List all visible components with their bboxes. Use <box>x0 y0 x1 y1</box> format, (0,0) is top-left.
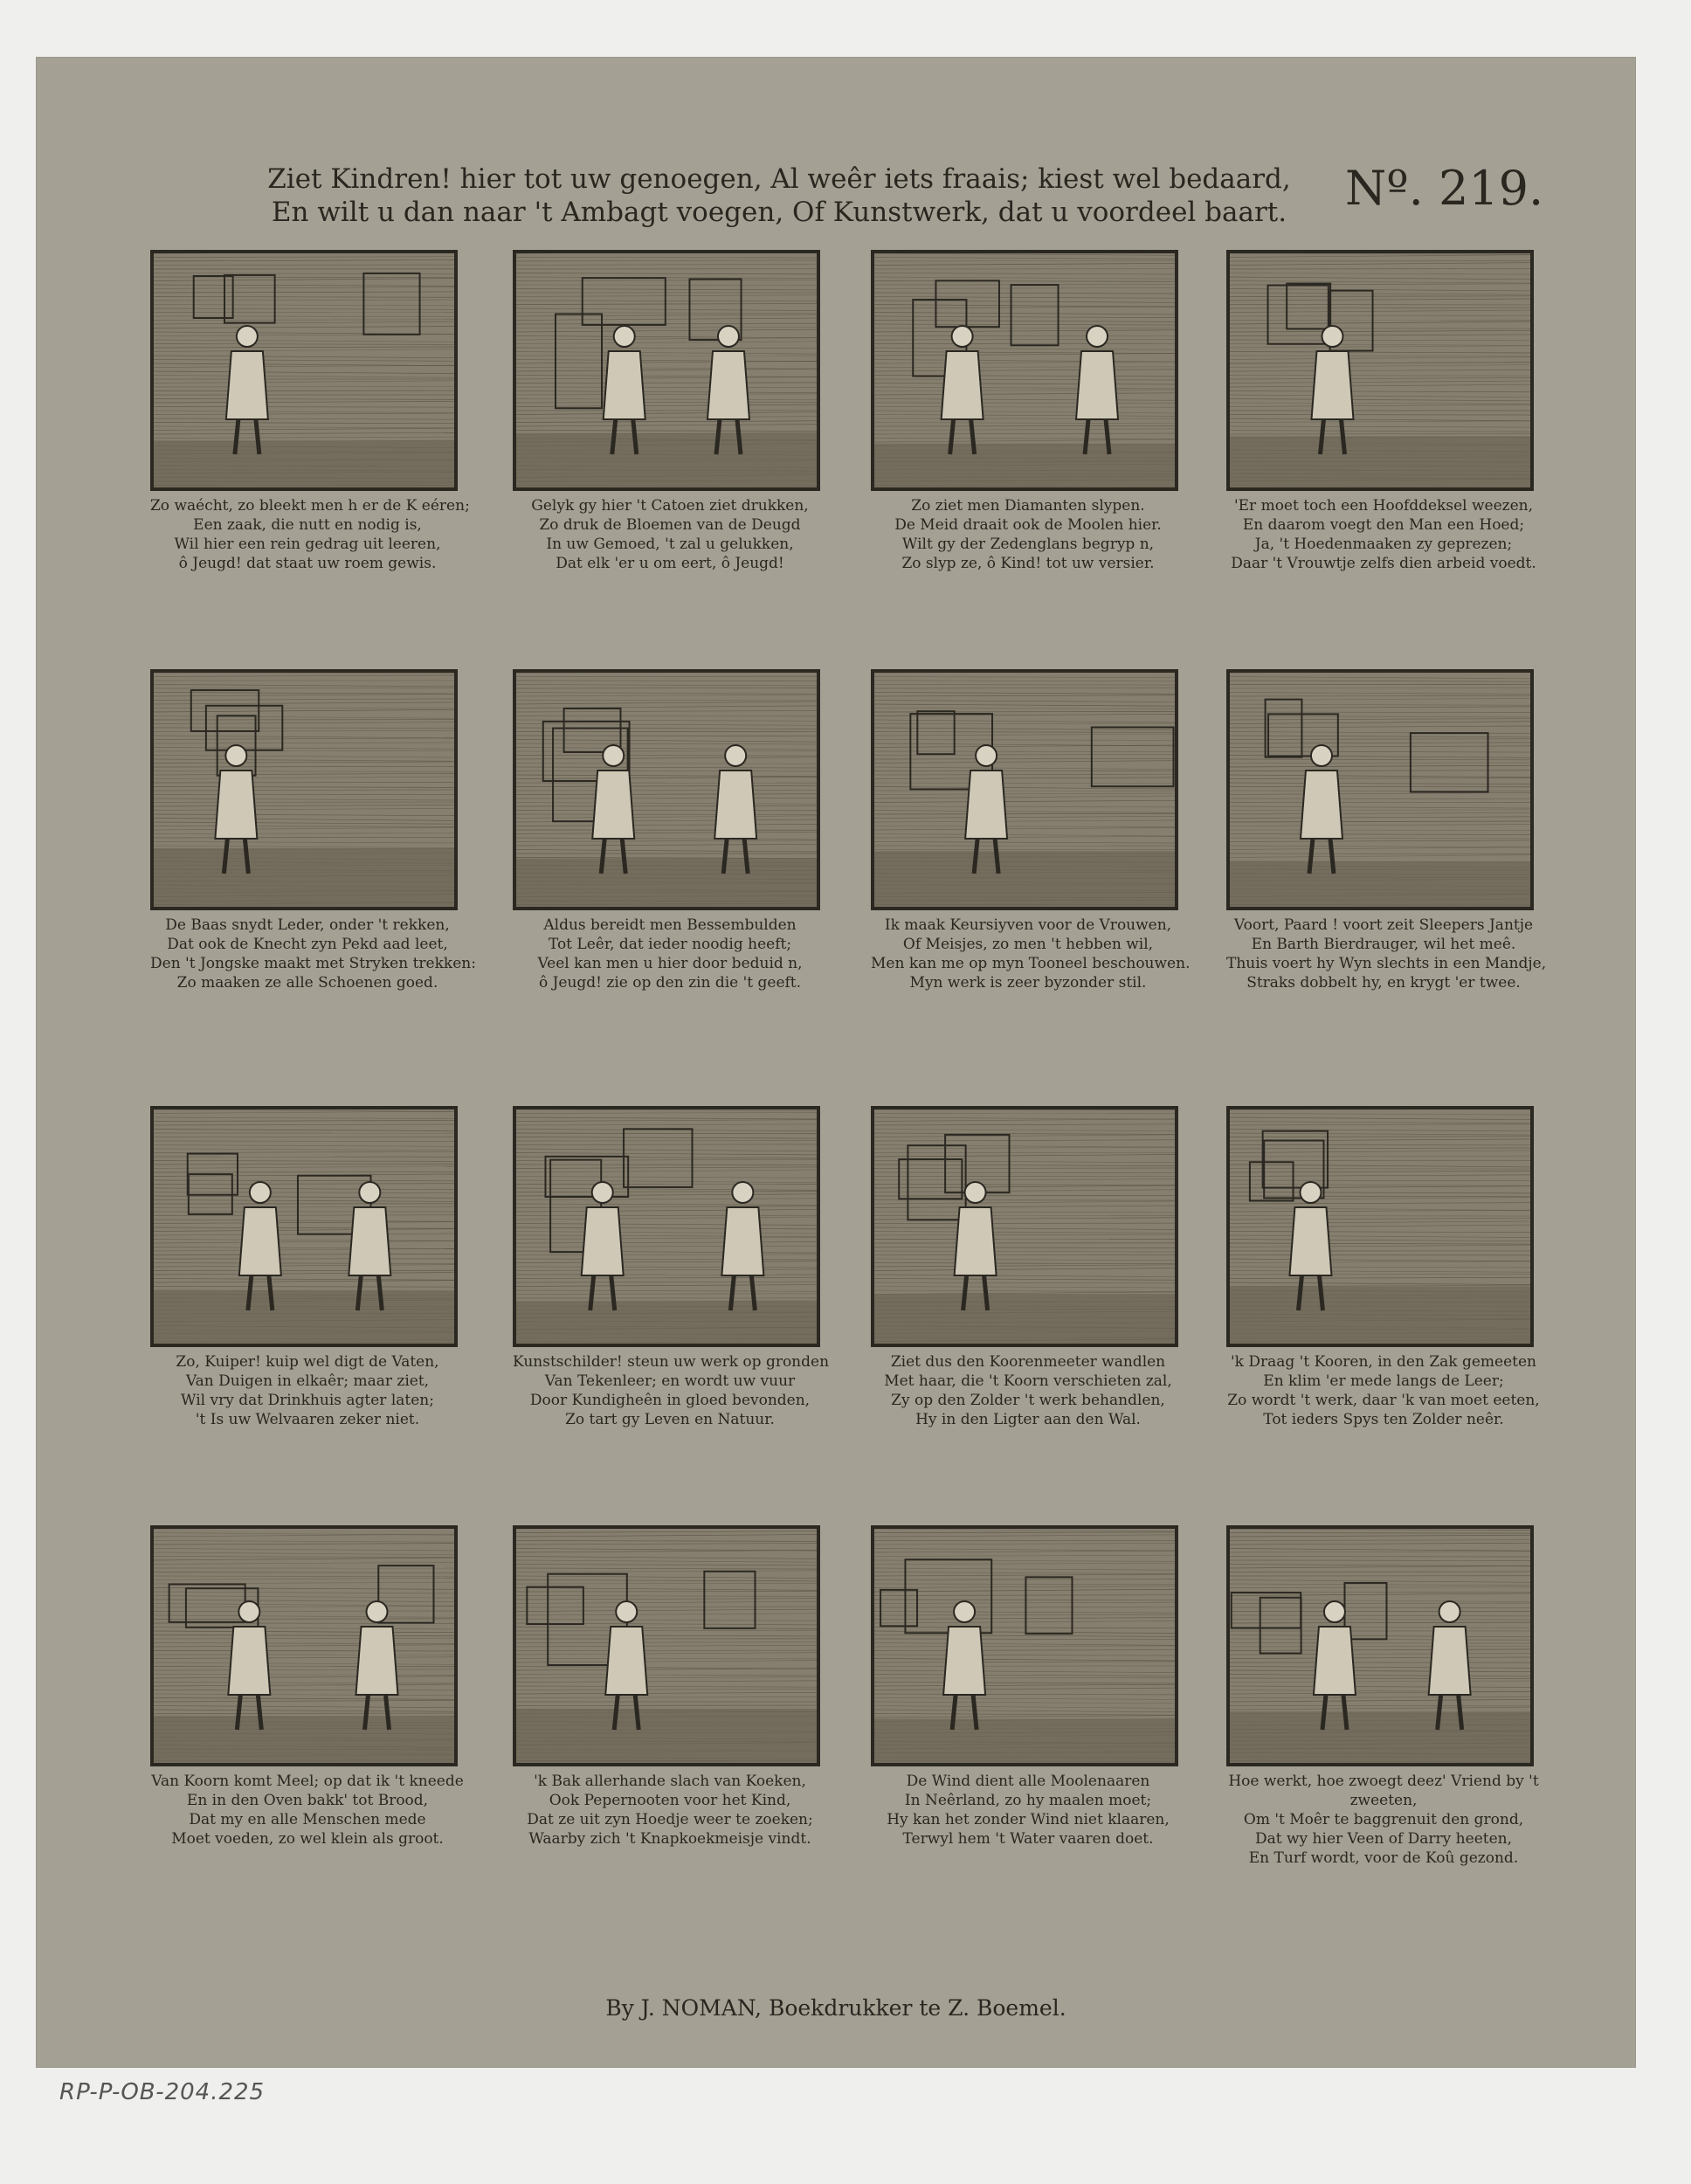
caption-line: Daar 't Vrouwtje zelfs dien arbeid voedt. <box>1231 555 1536 572</box>
caption-line: 'Er moet toch een Hoofddeksel weezen, <box>1233 497 1534 515</box>
panel-caption <box>513 496 827 573</box>
cotton-printer-scene-icon <box>513 250 820 491</box>
caption-line: Ziet dus den Koorenmeeter wandlen <box>890 1353 1166 1371</box>
grain-carrier-scene-icon <box>1226 1106 1534 1347</box>
caption-line: En Turf wordt, voor de Koû gezond. <box>1248 1849 1519 1867</box>
collection-mark: RP-P-OB-204.225 <box>59 2079 266 2105</box>
caption-line: zweeten, <box>1349 1792 1418 1809</box>
caption-line: Ook Pepernooten voor het Kind, <box>549 1792 791 1809</box>
caption-line: Dat ook de Knecht zyn Pekd aad leet, <box>167 936 448 953</box>
grain-measurer-scene-icon <box>871 1106 1178 1347</box>
panel-caption <box>150 916 476 992</box>
caption-line: Tot ieders Spys ten Zolder neêr. <box>1263 1411 1504 1428</box>
caption-line: Een zaak, die nutt en nodig is, <box>193 516 422 534</box>
caption-line: Kunstschilder! steun uw werk op gronden <box>513 1353 830 1371</box>
woodcut-panel <box>871 669 1191 992</box>
caption-line: Van Koorn komt Meel; op dat ik 't kneede <box>151 1773 464 1790</box>
broom-maker-scene-icon <box>513 669 820 910</box>
woodcut-panel <box>513 1106 830 1429</box>
caption-line: Tot Leêr, dat ieder noodig heeft; <box>548 936 792 953</box>
woodcut-panel <box>871 1525 1178 1849</box>
print-sheet <box>37 58 1635 2067</box>
panel-caption <box>150 496 470 573</box>
woodcut-panel <box>150 669 476 992</box>
caption-line: De Baas snydt Leder, onder 't rekken, <box>165 916 450 934</box>
rope-maker-scene-icon <box>150 250 458 491</box>
header-line-1: Ziet Kindren! hier tot uw genoegen, Al weêr iets fraais; kiest wel bedaard, <box>267 163 1291 195</box>
caption-line: 'k Draag 't Kooren, in den Zak gemeeten <box>1230 1353 1537 1371</box>
peat-digger-scene-icon <box>1226 1525 1534 1766</box>
caption-line: Hy in den Ligter aan den Wal. <box>915 1411 1141 1428</box>
caption-line: Gelyk gy hier 't Catoen ziet drukken, <box>531 497 809 515</box>
woodcut-panel <box>871 250 1178 573</box>
panel-caption <box>1226 916 1547 992</box>
caption-line: Moet voeden, zo wel klein als groot. <box>171 1830 444 1848</box>
woodcut-panel <box>513 250 820 573</box>
caption-line: Van Tekenleer; en wordt uw vuur <box>544 1372 796 1390</box>
caption-line: Zo wordt 't werk, daar 'k van moet eeten, <box>1227 1392 1540 1409</box>
panel-caption <box>513 916 827 992</box>
caption-line: Zo maaken ze alle Schoenen goed. <box>176 974 438 992</box>
panel-caption <box>513 1352 830 1429</box>
caption-line: 'k Bak allerhande slach van Koeken, <box>534 1773 806 1790</box>
panel-caption <box>1226 1352 1541 1429</box>
caption-line: En Barth Bierdrauger, wil het meê. <box>1251 936 1516 953</box>
caption-line: Zo waécht, zo bleekt men h er de K eéren; <box>150 497 470 515</box>
caption-line: 't Is uw Welvaaren zeker niet. <box>195 1411 420 1428</box>
caption-line: De Meid draait ook de Moolen hier. <box>894 516 1162 534</box>
sheet-number: Nº. 219. <box>1345 161 1544 216</box>
woodcut-panel <box>150 1525 464 1849</box>
caption-line: Zo tart gy Leven en Natuur. <box>565 1411 775 1428</box>
caption-line: Men kan me op myn Tooneel beschouwen. <box>871 955 1191 972</box>
caption-line: Dat ze uit zyn Hoedje weer te zoeken; <box>527 1811 813 1828</box>
caption-line: Den 't Jongske maakt met Stryken trekken: <box>150 955 476 972</box>
caption-line: En daarom voegt den Man een Hoed; <box>1242 516 1525 534</box>
sled-driver-scene-icon <box>1226 669 1534 910</box>
panel-caption <box>871 1352 1185 1429</box>
caption-line: Dat wy hier Veen of Darry heeten, <box>1255 1830 1512 1848</box>
caption-line: Straks dobbelt hy, en krygt 'er twee. <box>1246 974 1521 992</box>
caption-line: Wil vry dat Drinkhuis agter laten; <box>181 1392 434 1409</box>
caption-line: Thuis voert hy Wyn slechts in een Mandje, <box>1226 955 1547 972</box>
corset-maker-scene-icon <box>871 669 1178 910</box>
caption-line: Van Duigen in elkaêr; maar ziet, <box>185 1372 430 1390</box>
caption-line: Zo, Kuiper! kuip wel digt de Vaten, <box>176 1353 439 1371</box>
caption-line: Waarby zich 't Knapkoekmeisje vindt. <box>528 1830 811 1848</box>
woodcut-panel <box>1226 669 1547 992</box>
woodcut-panel <box>150 250 470 573</box>
caption-line: Hy kan het zonder Wind niet klaaren, <box>887 1811 1170 1828</box>
panel-caption <box>1226 496 1541 573</box>
caption-line: Ik maak Keursiyven voor de Vrouwen, <box>884 916 1172 934</box>
caption-line: Zo druk de Bloemen van de Deugd <box>539 516 801 534</box>
printer-imprint: By J. NOMAN, Boekdrukker te Z. Boemel. <box>605 1995 1066 2021</box>
shoemaker-scene-icon <box>150 669 458 910</box>
woodcut-panel <box>513 669 820 992</box>
woodcut-panel <box>1226 1525 1539 1868</box>
caption-line: Door Kundigheên in gloed bevonden, <box>529 1392 811 1409</box>
caption-line: Dat my en alle Menschen mede <box>189 1811 426 1828</box>
painter-scene-icon <box>513 1106 820 1347</box>
woodcut-panel <box>1226 250 1534 573</box>
caption-line: Aldus bereidt men Bessembulden <box>543 916 797 934</box>
caption-line: Wil hier een rein gedrag uit leeren, <box>174 536 441 553</box>
cooper-scene-icon <box>150 1106 458 1347</box>
caption-line: Om 't Moêr te baggrenuit den grond, <box>1243 1811 1524 1828</box>
caption-line: ô Jeugd! zie op den zin die 't geeft. <box>538 974 802 992</box>
caption-line: En in den Oven bakk' tot Brood, <box>186 1792 429 1809</box>
caption-line: Terwyl hem 't Water vaaren doet. <box>902 1830 1154 1848</box>
caption-line: Voort, Paard ! voort zeit Sleepers Jantje <box>1233 916 1534 934</box>
panel-caption <box>871 916 1191 992</box>
caption-line: In uw Gemoed, 't zal u gelukken, <box>546 536 794 553</box>
panel-caption <box>150 1772 465 1849</box>
caption-line: Wilt gy der Zedenglans begryp n, <box>901 536 1155 553</box>
cake-baker-scene-icon <box>513 1525 820 1766</box>
caption-line: En klim 'er mede langs de Leer; <box>1263 1372 1504 1390</box>
panel-caption <box>871 1772 1185 1849</box>
diamond-cutter-scene-icon <box>871 250 1178 491</box>
panel-caption <box>513 1772 827 1849</box>
caption-line: In Neêrland, zo hy maalen moet; <box>904 1792 1152 1809</box>
caption-line: De Wind dient alle Moolenaaren <box>906 1773 1150 1790</box>
caption-line: Of Meisjes, zo men 't hebben wil, <box>902 936 1154 953</box>
woodcut-panel <box>150 1106 458 1429</box>
baker-scene-icon <box>150 1525 458 1766</box>
woodcut-panel <box>871 1106 1178 1429</box>
header-line-2: En wilt u dan naar 't Ambagt voegen, Of Kunstwerk, dat u voordeel baart. <box>271 197 1287 228</box>
caption-line: Myn werk is zeer byzonder stil. <box>909 974 1147 992</box>
caption-line: Zo ziet men Diamanten slypen. <box>911 497 1145 515</box>
caption-line: Met haar, die 't Koorn verschieten zal, <box>884 1372 1172 1390</box>
caption-line: Ja, 't Hoedenmaaken zy geprezen; <box>1254 536 1513 553</box>
caption-line: Dat elk 'er u om eert, ô Jeugd! <box>556 555 784 572</box>
caption-line: Zy op den Zolder 't werk behandlen, <box>891 1392 1165 1409</box>
panel-caption <box>871 496 1185 573</box>
panel-caption <box>150 1352 465 1429</box>
panel-caption <box>1226 1772 1541 1868</box>
windmill-scene-icon <box>871 1525 1178 1766</box>
hatter-scene-icon <box>1226 250 1534 491</box>
caption-line: ô Jeugd! dat staat uw roem gewis. <box>178 555 437 572</box>
woodcut-panel <box>1226 1106 1540 1429</box>
woodcut-panel <box>513 1525 820 1849</box>
caption-line: Hoe werkt, hoe zwoegt deez' Vriend by 't <box>1228 1773 1539 1790</box>
caption-line: Veel kan men u hier door beduid n, <box>537 955 803 972</box>
caption-line: Zo slyp ze, ô Kind! tot uw versier. <box>901 555 1155 572</box>
